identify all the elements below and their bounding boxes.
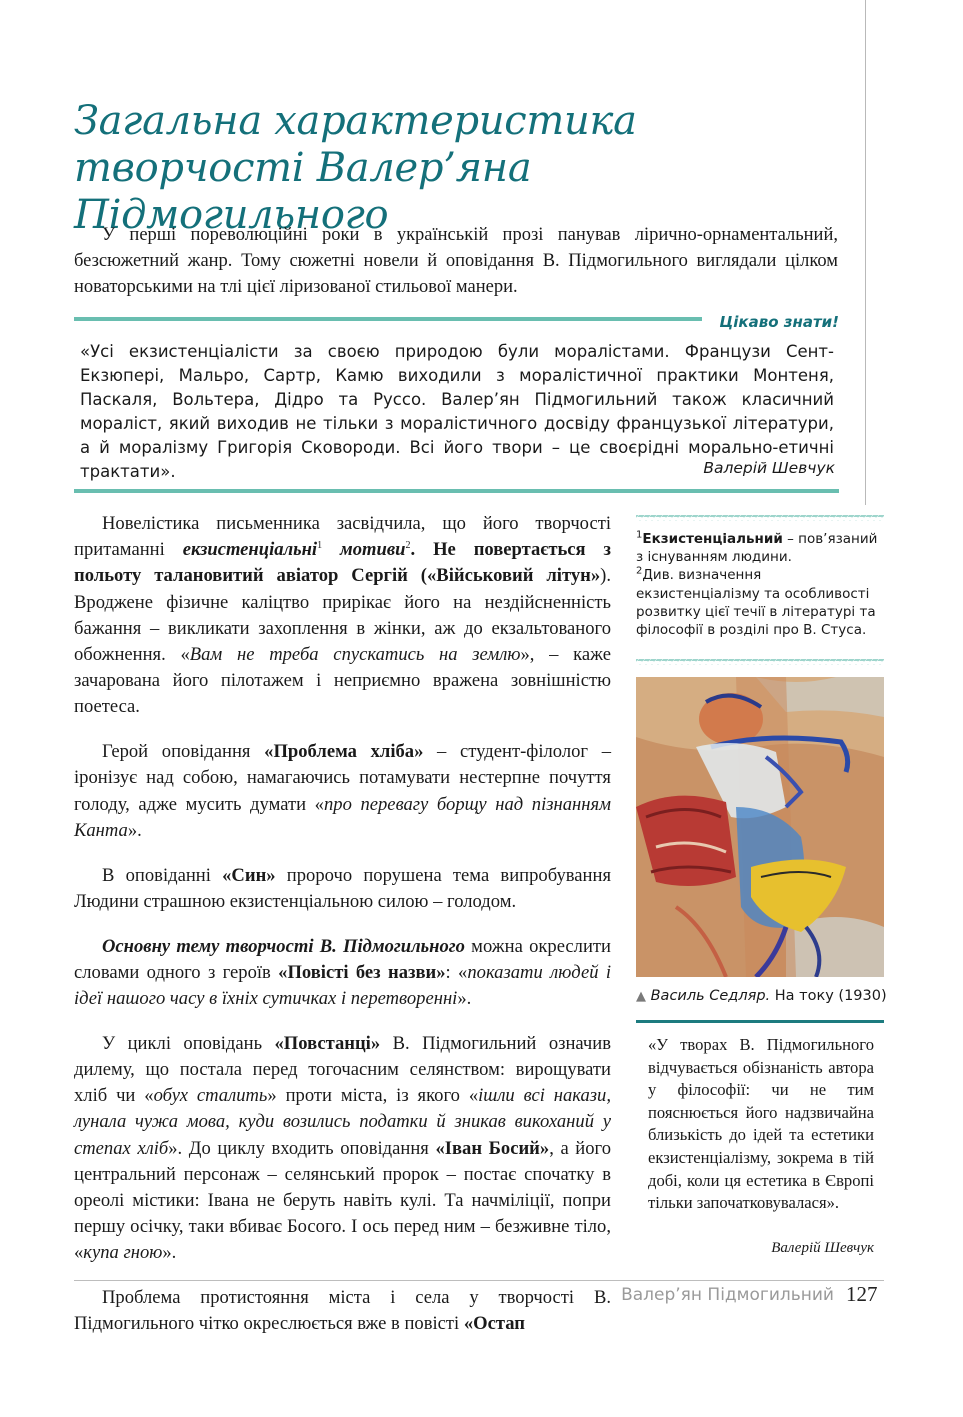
text-run: В оповіданні bbox=[102, 864, 223, 886]
footnote-text: – пов’язаний з існуванням людини. bbox=[636, 531, 878, 566]
work-title: «Військовий літун» bbox=[427, 565, 601, 587]
footnote-1 bbox=[636, 530, 884, 566]
painting-caption bbox=[636, 988, 896, 1004]
text-run: : « bbox=[445, 961, 468, 983]
citation: купа гною bbox=[83, 1242, 163, 1264]
work-title: «Повстанці» bbox=[274, 1032, 381, 1054]
text-run: ). Вроджене фізичне каліцтво прирікає його на нездійсненність бажання – викликати захоплення в жінки, аж до екзальтованого обожнення. « bbox=[74, 565, 611, 666]
citation: про перевагу борщу над пізнанням Канта bbox=[74, 793, 611, 841]
running-title: Валер’ян Підмогильний bbox=[621, 1285, 834, 1305]
title-line-1: Загальна характеристика bbox=[74, 98, 637, 144]
title-line-2: творчості Валер’яна Підмогильного bbox=[74, 145, 532, 238]
footnotes bbox=[636, 530, 884, 639]
side-quote-text: «У творах В. Підмогильного відчувається обізнаність автора у філософії: чи не тим пояснюється його надзвичайна близькість до ідей та естетики екзистенціалізму, зокрема в тій добі, коли ця естетика в Європі тільки започатковувалася». bbox=[648, 1035, 874, 1213]
text-run: ». До циклу входить оповідання bbox=[168, 1137, 436, 1159]
box-top-border bbox=[74, 317, 702, 325]
paragraph-3 bbox=[74, 863, 611, 915]
citation: ішли всі накази, лунала чужа мова, куди возились податки й зникав викоханий у степах хліб bbox=[74, 1085, 611, 1159]
side-quote-top-bar bbox=[636, 1020, 884, 1023]
paragraph-4 bbox=[74, 934, 611, 1013]
footnote-marker: 2 bbox=[636, 565, 643, 577]
side-quote-author: Валерій Шевчук bbox=[771, 1240, 874, 1256]
paragraph-1 bbox=[74, 511, 611, 721]
caption-title: На току (1930) bbox=[770, 988, 887, 1004]
painting-image bbox=[636, 677, 884, 977]
text-run: Проблема протистояння міста і села у творчості В. Підмогильного чітко окреслюється вже в повісті bbox=[74, 1287, 611, 1335]
text-run: Герой оповідання bbox=[102, 741, 265, 763]
work-title: «Повісті без назви» bbox=[278, 961, 446, 983]
text-run: ». bbox=[162, 1242, 177, 1264]
footnote-ref-2: 2 bbox=[405, 540, 411, 552]
text-run: можна окреслити словами одного з героїв bbox=[74, 935, 611, 983]
box-bottom-border bbox=[74, 489, 839, 497]
text-run: В. Підмогильний означив дилему, що постала перед тогочасним селянством: вирощувати хліб чи « bbox=[74, 1032, 611, 1107]
work-title: «Проблема хліба» bbox=[264, 741, 424, 763]
main-text-column bbox=[74, 511, 611, 1341]
text-run: », – каже зачарована його пілотажем і неприємно вражена зовнішністю поетеса. bbox=[74, 644, 611, 718]
page-edge-rule bbox=[865, 0, 866, 505]
text-run: , а його центральний персонаж – селянський пророк – постає спочатку в ореолі містики: Івана не беруть навіть кулі. Та начміліції, попри першу осічку, таки вбиває Босого. І ось перед ним – безживне тіло, « bbox=[74, 1137, 611, 1264]
text-run: » проти міста, із якого « bbox=[267, 1085, 479, 1107]
citation: показати людей і ідеї нашого часу в їхніх сутичках і перетворенні bbox=[74, 961, 611, 1010]
text-run: Новелістика письменника засвідчила, що його творчості притаманні bbox=[74, 513, 611, 561]
work-title: «Остап bbox=[463, 1313, 525, 1335]
interesting-fact-quote: «Усі екзистенціалісти за своєю природою були моралістами. Французи Сент-Екзюпері, Мальро, Сартр, Камю виходили з моралістичної практики Монтеня, Паскаля, Вольтера, Дідро та Руссо. Валер’ян Підмогильний також класичний мораліст, який виходив не тільки з моралістичного досвіду французької літератури, а й моралізму Григорія Сковороди. Всі його твори – це своєрідні морально-етичні трактати». bbox=[80, 342, 834, 481]
painting-illustration bbox=[636, 677, 884, 977]
term-motives: мотиви bbox=[322, 539, 406, 561]
citation: Вам не треба спускатись на землю bbox=[189, 644, 521, 666]
intro-section bbox=[74, 222, 838, 300]
text-run: ». bbox=[127, 819, 142, 841]
interesting-fact-author: Валерій Шевчук bbox=[703, 459, 835, 477]
work-title: «Іван Босий» bbox=[435, 1137, 550, 1159]
footnote-term: Екзистенціальний bbox=[642, 531, 783, 547]
text-run: – студент-філолог – іронізує над собою, намагаючись потамувати нестерпне почуття голоду, адже мусить думати « bbox=[74, 741, 611, 815]
notes-bottom-border bbox=[636, 659, 884, 665]
notes-top-border bbox=[636, 515, 884, 521]
text-run: У циклі оповідань bbox=[102, 1032, 275, 1054]
footnote-ref-1: 1 bbox=[317, 540, 323, 552]
page-number: 127 bbox=[846, 1282, 878, 1306]
page-title bbox=[74, 98, 854, 239]
term-existential: екзистенціальні bbox=[182, 539, 318, 561]
paragraph-6 bbox=[74, 1285, 611, 1337]
footnote-text: Див. визначення екзистенціалізму та особливості розвитку цієї течії в літературі та філософії в розділі про В. Стуса. bbox=[636, 567, 876, 639]
footnote-2 bbox=[636, 566, 884, 639]
work-title: «Син» bbox=[222, 864, 276, 886]
triangle-icon: ▲ bbox=[636, 989, 646, 1004]
text-run: . Не повертається з польоту талановитий авіатор Сергій ( bbox=[74, 539, 611, 587]
paragraph-5 bbox=[74, 1031, 611, 1267]
citation: обух сталить bbox=[153, 1085, 268, 1107]
intro-paragraph: У перші пореволюційні роки в українській прозі панував лірично-орнаментальний, безсюжетний жанр. Тому сюжетні новели й оповідання В. Підмогильного виглядали цілком новаторськими на тлі цієї ліризованої стильової манери. bbox=[74, 225, 838, 297]
key-phrase: Основну тему творчості В. Підмогильного bbox=[102, 935, 465, 957]
footer-rule bbox=[74, 1280, 884, 1281]
footnote-marker: 1 bbox=[636, 529, 643, 541]
caption-author: Василь Седляр. bbox=[650, 988, 771, 1004]
interesting-fact-label: Цікаво знати! bbox=[719, 313, 839, 331]
text-run: ». bbox=[457, 988, 472, 1010]
paragraph-2 bbox=[74, 739, 611, 844]
text-run: пророчо порушена тема випробування Людини страшною екзистенціальною силою – голодом. bbox=[74, 864, 611, 912]
